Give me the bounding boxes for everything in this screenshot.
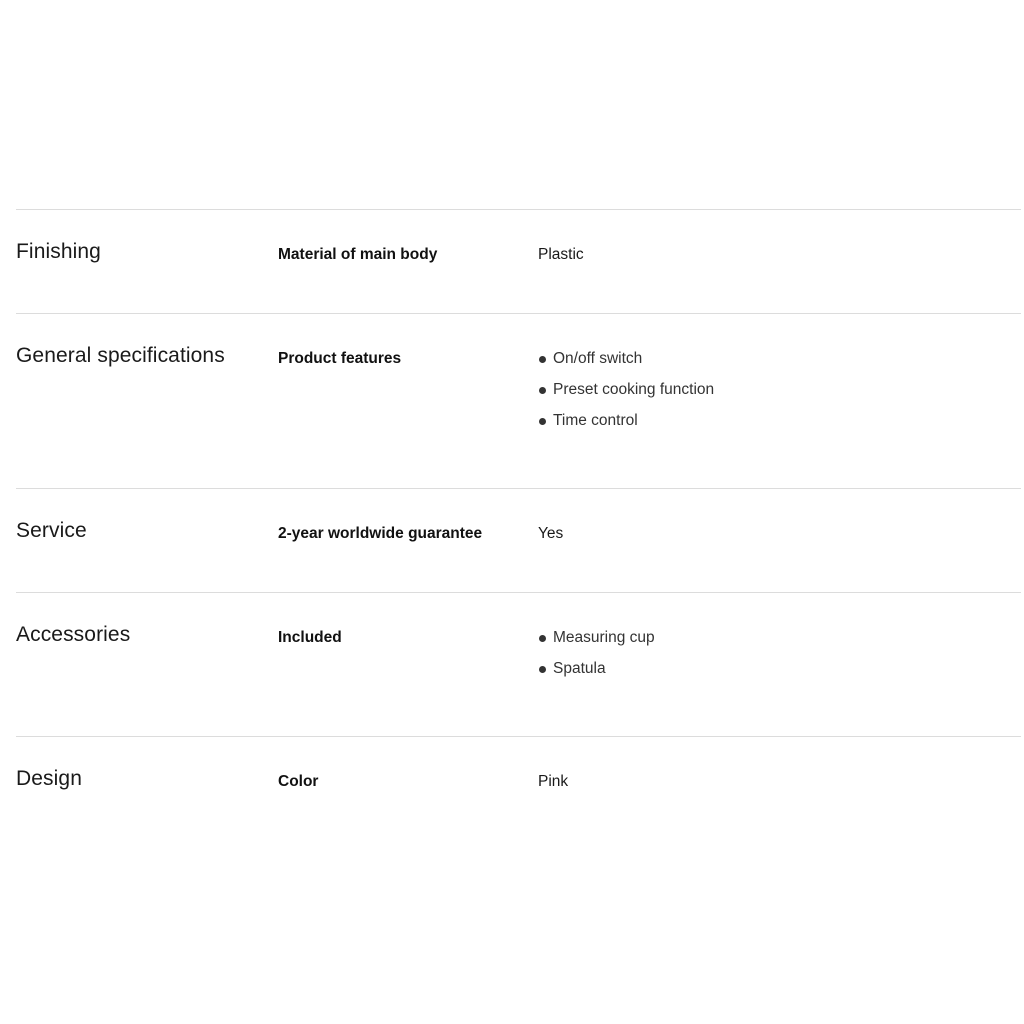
spec-property: Product features: [278, 350, 402, 367]
spec-value-list: [538, 629, 655, 691]
bullet-icon: [539, 356, 546, 363]
spec-row-accessories: [16, 592, 1021, 736]
spec-value-item: [538, 660, 655, 691]
spec-value-item-label: Preset cooking function: [553, 381, 715, 398]
spec-value: Pink: [538, 773, 569, 790]
spec-property: Material of main body: [278, 246, 438, 263]
spec-row-finishing: [16, 209, 1021, 313]
spec-property: 2-year worldwide guarantee: [278, 525, 483, 542]
spec-value: Yes: [538, 525, 564, 542]
spec-row-design: [16, 736, 1021, 816]
spec-value-list: [538, 350, 714, 443]
spec-value: Plastic: [538, 246, 584, 263]
bullet-icon: [539, 635, 546, 642]
bullet-icon: [539, 666, 546, 673]
spec-value-item: [538, 381, 714, 412]
spec-category: Finishing: [16, 240, 101, 263]
spec-value-item: [538, 629, 655, 660]
spec-value-item-label: Time control: [553, 412, 638, 429]
spec-category: Accessories: [16, 623, 131, 646]
spec-row-service: [16, 488, 1021, 592]
specifications-table: [16, 209, 1021, 816]
spec-row-general-specifications: [16, 313, 1021, 488]
spec-property: Included: [278, 629, 342, 646]
spec-category: General specifications: [16, 344, 225, 367]
spec-value-item-label: On/off switch: [553, 350, 643, 367]
spec-value-item-label: Spatula: [553, 660, 606, 677]
spec-value-item-label: Measuring cup: [553, 629, 655, 646]
spec-value-item: [538, 412, 714, 443]
spec-value-item: [538, 350, 714, 381]
spec-category: Service: [16, 519, 87, 542]
spec-category: Design: [16, 767, 82, 790]
bullet-icon: [539, 387, 546, 394]
spec-property: Color: [278, 773, 319, 790]
bullet-icon: [539, 418, 546, 425]
